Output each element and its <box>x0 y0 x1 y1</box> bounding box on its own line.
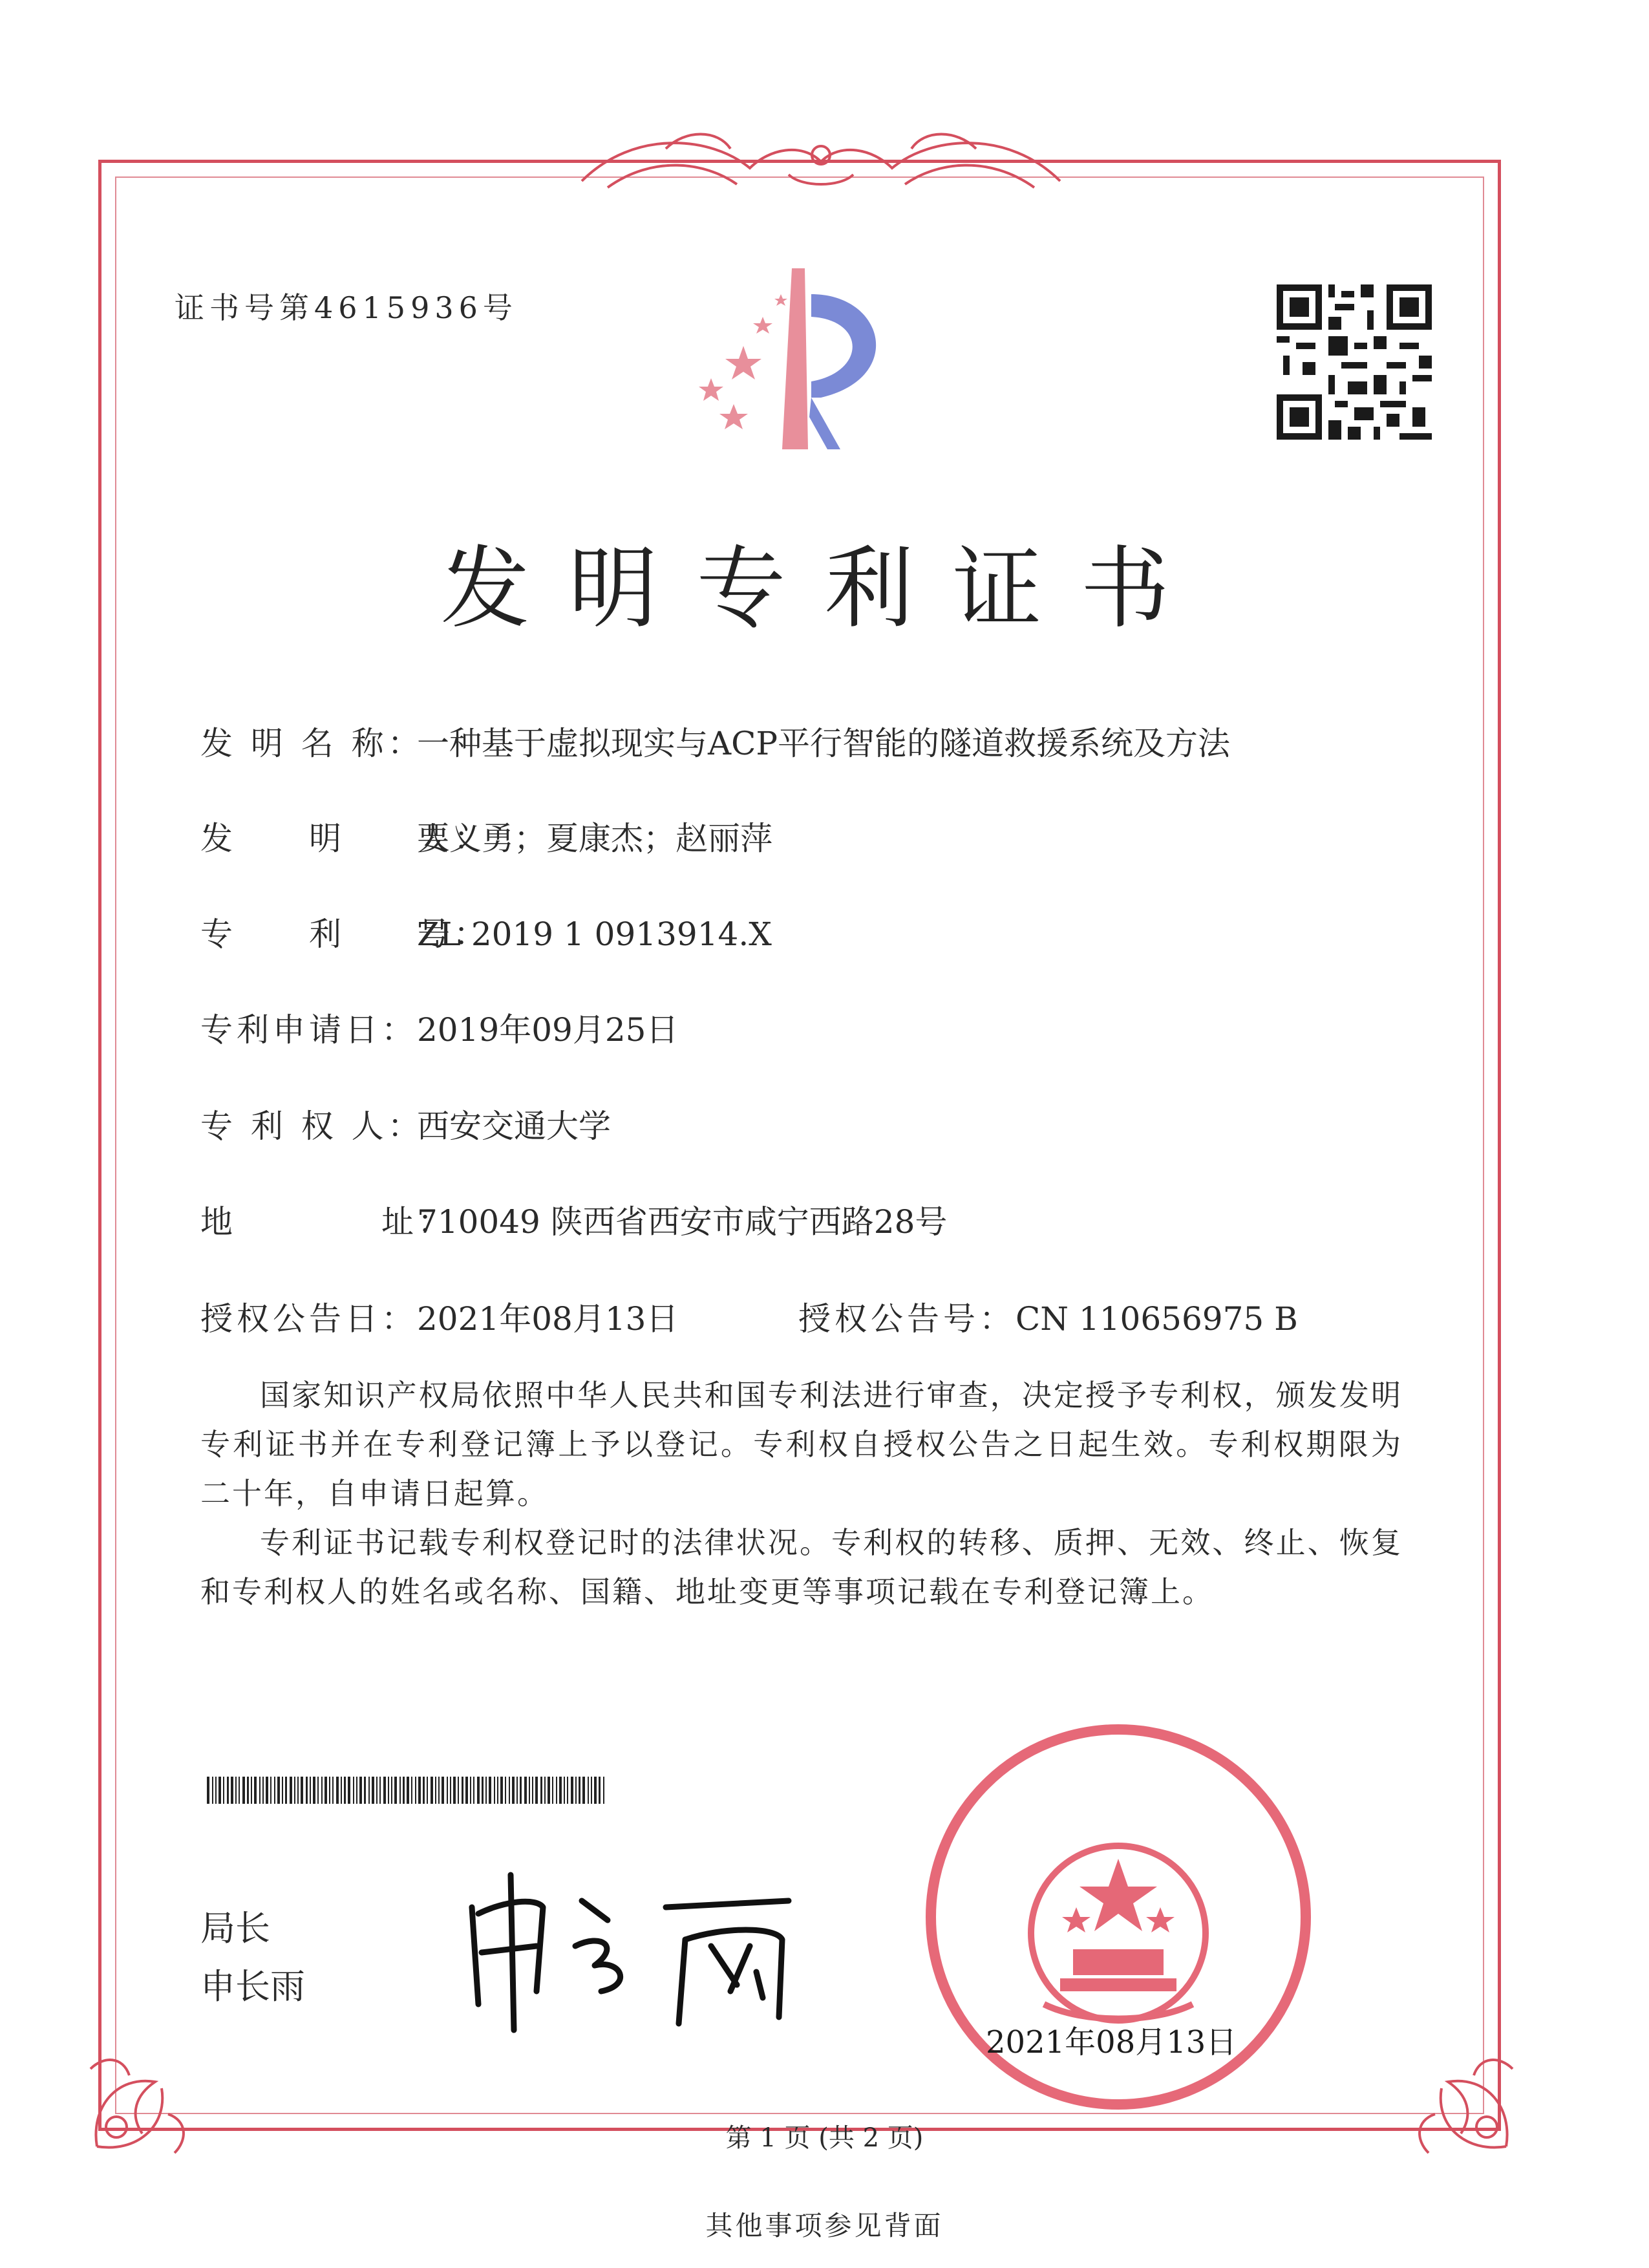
grant-date-row <box>200 1293 679 1340</box>
certificate-number: 证书号第4615936号 <box>175 290 518 325</box>
inventor-row <box>200 813 772 859</box>
seal-date: 2021年08月13日 <box>986 2024 1237 2060</box>
director-title: 局长 <box>200 1908 270 1949</box>
reverse-side-note: 其他事项参见背面 <box>705 2210 944 2241</box>
patent-number-label: 专 利 号： <box>200 915 490 953</box>
statement-paragraph: 专利证书记载专利权登记时的法律状况。专利权的转移、质押、无效、终止、恢复和专利权人的姓名或名称、国籍、地址变更等事项记载在专利登记簿上。 <box>200 1525 1403 1609</box>
patentee-value: 西安交通大学 <box>417 1107 611 1145</box>
page-indicator: 第 1 页 (共 2 页) <box>725 2123 924 2153</box>
barcode-icon <box>207 1777 608 1804</box>
patentee-row <box>200 1100 611 1147</box>
grant-number-row <box>798 1293 1298 1340</box>
top-ornament-icon <box>556 110 1086 207</box>
invention-name-value: 一种基于虚拟现实与ACP平行智能的隧道救援系统及方法 <box>417 725 1231 762</box>
inventor-value: 要义勇；夏康杰；赵丽萍 <box>417 820 772 857</box>
grant-number-value: CN 110656975 B <box>1016 1300 1298 1338</box>
application-date-value: 2019年09月25日 <box>417 1011 679 1049</box>
grant-date-label: 授权公告日： <box>200 1300 418 1338</box>
signature-icon <box>452 1862 814 2043</box>
address-label: 地 址： <box>200 1203 454 1241</box>
patent-number-value: ZL 2019 1 0913914.X <box>417 915 772 953</box>
application-date-row <box>200 1004 679 1051</box>
grant-number-label: 授权公告号： <box>798 1300 1016 1338</box>
qr-code-icon <box>1277 284 1432 440</box>
director-name: 申长雨 <box>200 1966 305 2007</box>
address-value: 710049 陕西省西安市咸宁西路28号 <box>417 1203 948 1241</box>
certificate-statement <box>200 1371 1403 1616</box>
certificate-title: 发明专利证书 <box>440 537 1209 641</box>
grant-date-value: 2021年08月13日 <box>417 1300 679 1338</box>
patent-number-row <box>200 908 772 955</box>
patentee-label: 专 利 权 人： <box>200 1107 424 1145</box>
inventor-label: 发 明 人： <box>200 820 490 857</box>
cnipa-logo-icon <box>672 268 924 462</box>
application-date-label: 专利申请日： <box>200 1011 418 1049</box>
statement-paragraph: 国家知识产权局依照中华人民共和国专利法进行审查，决定授予专利权，颁发发明专利证书并在专利登记簿上予以登记。专利权自授权公告之日起生效。专利权期限为二十年，自申请日起算。 <box>200 1378 1403 1511</box>
address-row <box>200 1196 947 1243</box>
invention-name-row <box>200 718 1230 764</box>
invention-name-label: 发 明 名 称： <box>200 725 424 762</box>
